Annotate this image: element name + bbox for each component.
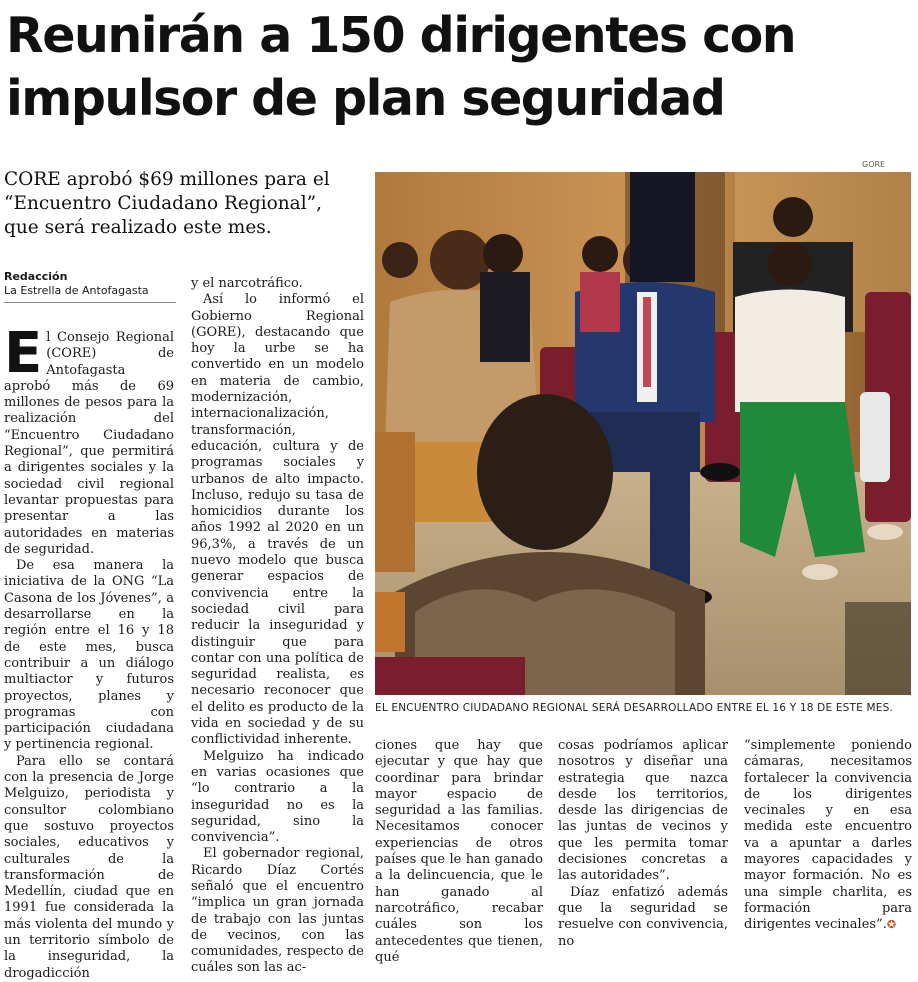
paragraph: l Consejo Regional (CORE) de Antofagasta aprobó más de 69 millones de pesos para la realización del “Encuentro Ciudadano Regional”, que permitirá a dirigentes sociales y la sociedad civil regional levantar propuestas para presentar a las autoridades en materias de seguridad. [4, 330, 174, 557]
article-column-4 [558, 738, 728, 950]
paragraph: Díaz enfatizó además que la seguridad se resuelve con convivencia, no [558, 884, 728, 949]
paragraph: cosas podríamos aplicar nosotros y diseñar una estrategia que nazca desde los territorios, desde las dirigencias de las juntas de vecinos y que les permita tomar decisiones concretas a las autoridades”. [558, 738, 728, 884]
article-column-3 [375, 738, 543, 966]
byline [4, 270, 176, 303]
end-of-article-icon: ✪ [886, 918, 897, 932]
paragraph: Para ello se contará con la presencia de Jorge Melguizo, periodista y consultor colombiano que sostuvo proyectos sociales, educativos y culturales de la transformación de Medellín, ciudad que en 1991 fue considerada la más violenta del mundo y un territorio símbolo de la inseguridad, la drogadicción [4, 753, 174, 981]
subheadline: CORE aprobó $69 millones para el “Encuentro Ciudadano Regional”, que será realizado este mes. [4, 169, 330, 238]
paragraph: El gobernador regional, Ricardo Díaz Cortés señaló que el encuentro “implica un gran jornada de trabajo con las juntas de vecinos, con las comunidades, respecto de cuáles son las ac- [191, 846, 364, 976]
meeting-photo-illustration [375, 172, 911, 695]
photo-caption: EL ENCUENTRO CIUDADANO REGIONAL SERÁ DESARROLLADO ENTRE EL 16 Y 18 DE ESTE MES. [375, 702, 894, 714]
byline-outlet: La Estrella de Antofagasta [4, 284, 149, 297]
drop-cap: E [4, 321, 43, 386]
article-column-5 [744, 738, 912, 934]
paragraph-text: “simplemente poniendo cámaras, necesitamos fortalecer la convivencia de los dirigentes vecinales y en esa medida este encuentro va a apuntar a darles mayores capacidades y mayor formación. No es una simple charlita, es formación para dirigentes vecinales”. [744, 738, 912, 933]
byline-author: Redacción [4, 270, 68, 283]
article-column-1 [4, 321, 174, 982]
article-column-2 [191, 276, 364, 977]
paragraph: Así lo informó el Gobierno Regional (GORE), destacando que hoy la urbe se ha convertido en un modelo en materia de cambio, modernización, internacionalización, transformación, educación, cultura y de programas sociales y urbanos de alto impacto. Incluso, redujo su tasa de homicidios durante los años 1992 al 2020 en un 96,3%, a través de un nuevo modelo que busca generar espacios de convivencia entre la sociedad civil para reducir la inseguridad y distinguir que para contar con una política de seguridad realista, es necesario reconocer que el delito es producto de la vida en sociedad y de su conflictividad inherente. [191, 292, 364, 748]
paragraph: y el narcotráfico. [191, 276, 303, 291]
photo-credit: GORE [862, 160, 886, 169]
paragraph: De esa manera la iniciativa de la ONG “La Casona de los Jóvenes”, a desarrollarse en la región entre el 16 y 18 de este mes, busca contribuir a un diálogo multiactor y futuros proyectos, planes y programas con participación ciudadana y pertinencia regional. [4, 558, 174, 753]
article-photo [375, 172, 911, 695]
paragraph: Melguizo ha indicado en varias ocasiones que “lo contrario a la inseguridad no es la seguridad, sino la convivencia”. [191, 748, 364, 846]
headline: Reunirán a 150 dirigentes con impulsor de plan seguridad [6, 7, 796, 127]
paragraph: ciones que hay que ejecutar y que hay que coordinar para brindar mayor espacio de seguridad a las familias. Necesitamos conocer experiencias de otros países que le han ganado a la delincuencia, que le han ganado al narcotráfico, recabar cuáles son los antecedentes que tienen, qué [375, 738, 543, 965]
paragraph [744, 738, 912, 934]
